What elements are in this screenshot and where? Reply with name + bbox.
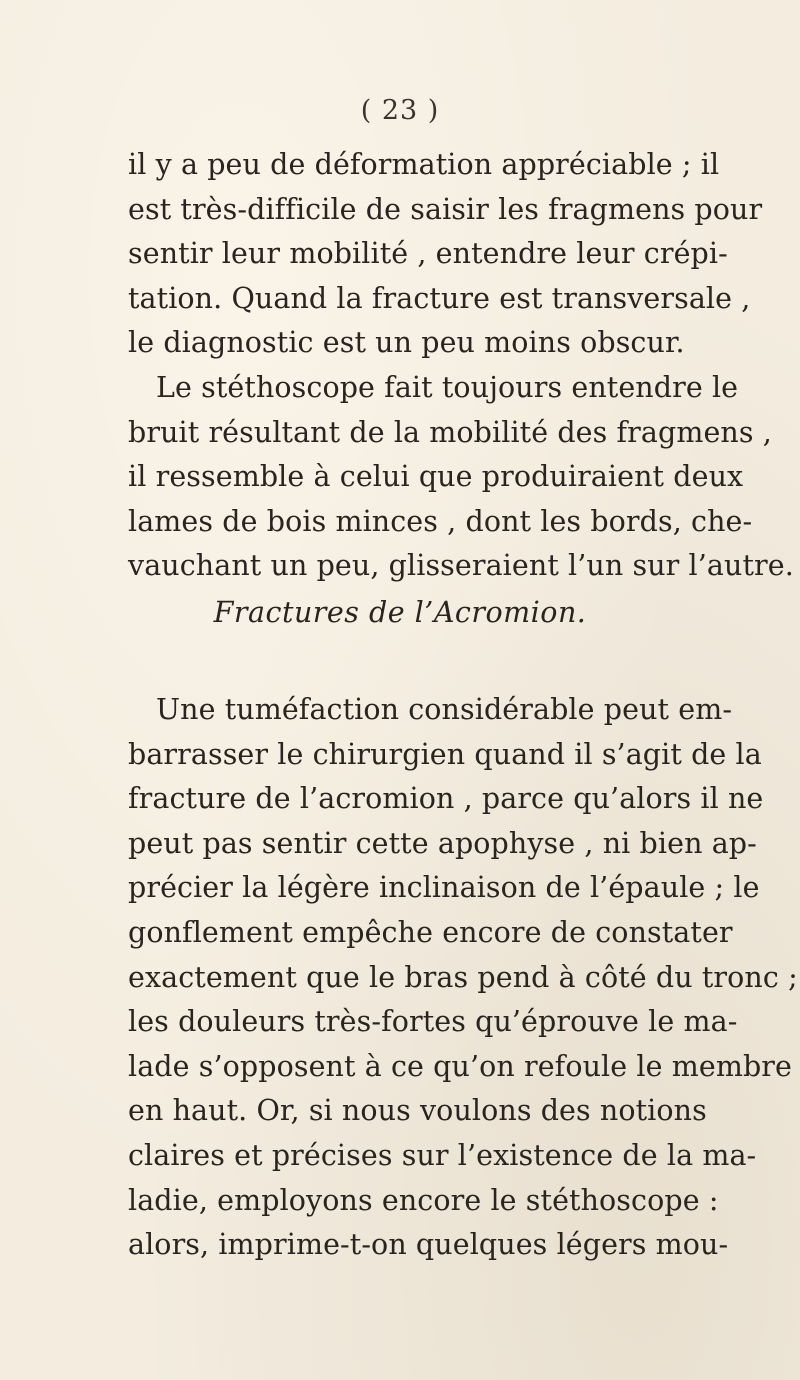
text-line: bruit résultant de la mobilité des fragmens , xyxy=(128,415,772,449)
text-line: alors, imprime-t-on quelques légers mou- xyxy=(128,1228,729,1262)
text-line: il ressemble à celui que produiraient deux xyxy=(128,460,744,494)
text-line: gonflement empêche encore de constater xyxy=(128,915,733,949)
text-line: exactement que le bras pend à côté du tronc ; xyxy=(128,960,798,994)
text-line: Le stéthoscope fait toujours entendre le xyxy=(156,371,739,404)
text-line: lade s’opposent à ce qu’on refoule le membre xyxy=(128,1049,792,1083)
text-line: lames de bois minces , dont les bords, che- xyxy=(128,504,753,538)
text-line: ladie, employons encore le stéthoscope : xyxy=(128,1183,719,1217)
text-line: sentir leur mobilité , entendre leur crépi- xyxy=(128,237,728,271)
text-line: tation. Quand la fracture est transversale , xyxy=(128,281,751,315)
text-line: le diagnostic est un peu moins obscur. xyxy=(128,326,685,360)
text-line: il y a peu de déformation appréciable ; il xyxy=(128,148,720,181)
text-line: barrasser le chirurgien quand il s’agit de la xyxy=(128,737,762,771)
text-line: vauchant un peu, glisseraient l’un sur l’autre. xyxy=(128,549,794,583)
paragraph-1 xyxy=(128,143,763,366)
text-line: Une tuméfaction considérable peut em- xyxy=(156,693,733,726)
section-heading: Fractures de l’Acromion. xyxy=(213,596,587,629)
paragraph-3 xyxy=(128,688,798,1268)
text-line: en haut. Or, si nous voulons des notions xyxy=(128,1094,707,1128)
page-number: ( 23 ) xyxy=(360,95,440,126)
text-line: peut pas sentir cette apophyse , ni bien ap- xyxy=(128,826,757,860)
text-line: est très-difficile de saisir les fragmens pour xyxy=(128,192,763,226)
text-line: les douleurs très-fortes qu’éprouve le ma- xyxy=(128,1005,738,1039)
paragraph-2 xyxy=(128,366,794,589)
text-line: fracture de l’acromion , parce qu’alors il ne xyxy=(128,782,764,816)
text-line: claires et précises sur l’existence de la ma- xyxy=(128,1138,757,1172)
text-line: précier la légère inclinaison de l’épaule ; le xyxy=(128,871,760,905)
